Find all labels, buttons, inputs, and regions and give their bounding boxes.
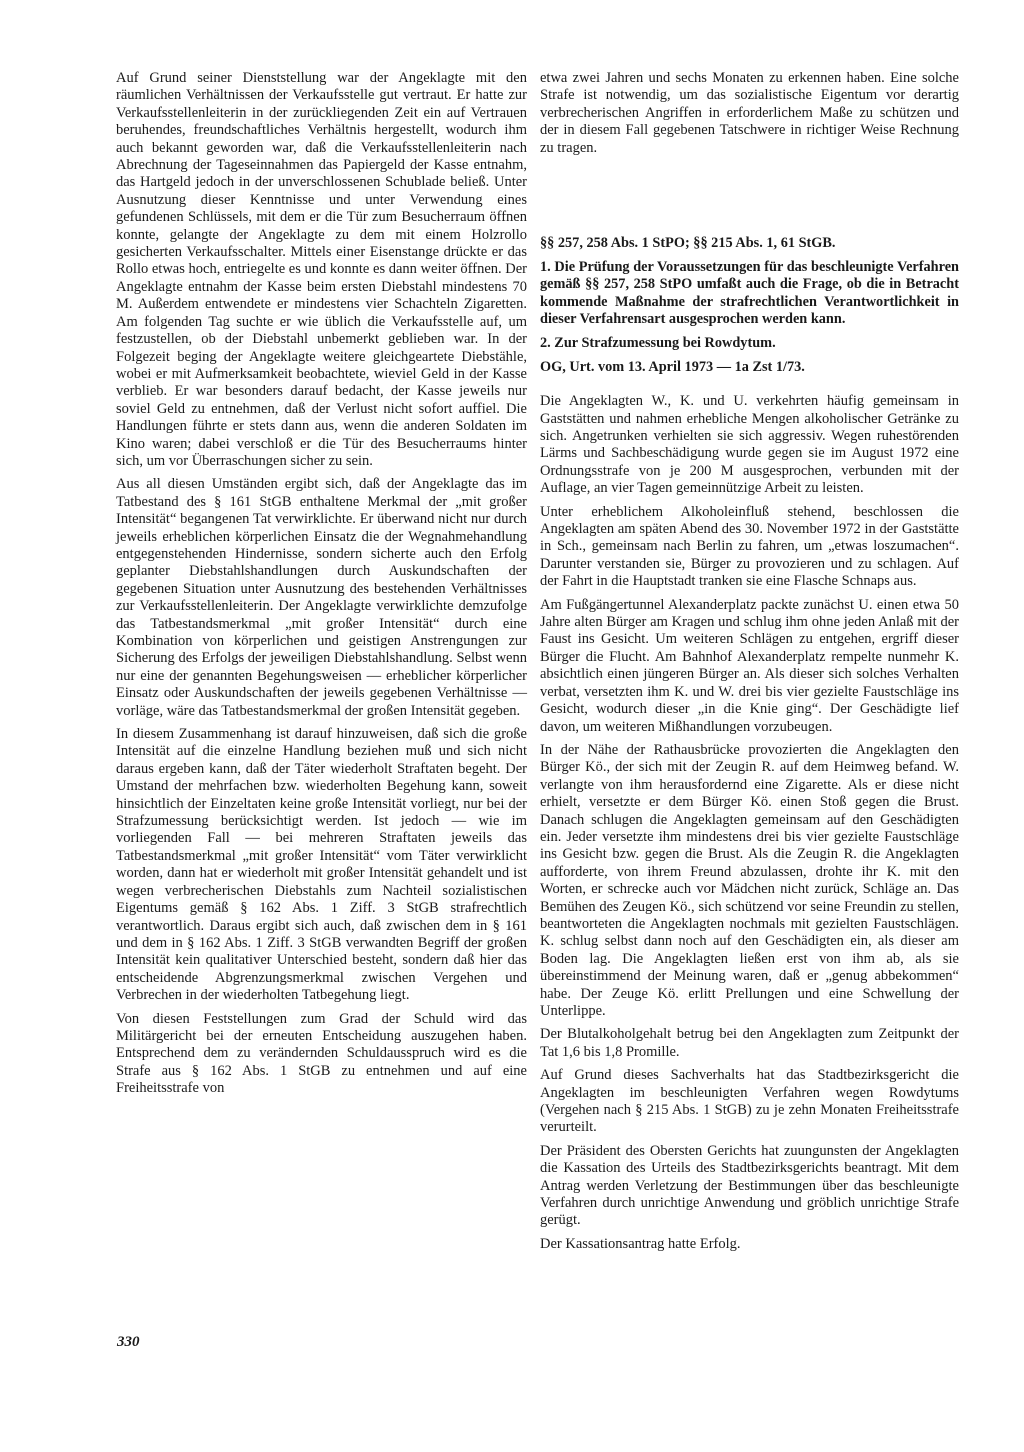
right-paragraph-8: Der Kassationsantrag hatte Erfolg.	[540, 1235, 741, 1252]
right-paragraph-4: In der Nähe der Rathausbrücke provozierten die Angeklagten den Bürger Kö., der sich mit der Zeugin R. auf dem Heimweg befand. W. verlangte von ihm herausfordernd eine Zigarette. Als er diese nicht erhielt, versetzte er dem Bürger Kö. einen Stoß gegen die Brust. Danach schlugen die Angeklagten gemeinsam auf den Geschädigten ein. Jeder versetzte ihm mindestens drei bis vier gezielte Faustschläge ins Gesicht bzw. gegen die Brust. Als die Zeugin R. die Angeklagten aufforderte, von ihrem Freund abzulassen, drohte ihr K. mit den Worten, er schrecke auch vor Mädchen nicht zurück, Schläge an. Das Bemühen des Zeugen Kö., sich schützend vor seine Freundin zu stellen, beantworteten die Angeklagten nochmals mit gezielten Faustschlägen. K. schlug selbst dann noch auf den Geschädigten ein, als dieser am Boden lag. Die Angeklagten ließen erst von ihm ab, als sie übereinstimmend der Meinung waren, daß er „genug abbekommen“ habe. Der Zeuge Kö. erlitt Prellungen und eine Schwellung der Unterlippe.	[540, 741, 959, 1019]
headnote-citation: §§ 257, 258 Abs. 1 StPO; §§ 215 Abs. 1, 61 StGB.	[540, 235, 836, 252]
right-paragraph-1: Die Angeklagten W., K. und U. verkehrten häufig gemeinsam in Gaststätten und nahmen erhebliche Mengen alkoholischer Getränke zu sich. Angetrunken verhielten sie sich aggressiv. Wegen ruhestörenden Lärms und Sachbeschädigung wurde gegen sie im August 1972 eine Ordnungsstrafe von je 200 M ausgesprochen, verbunden mit der Auflage, an vier Tagen gemeinnützige Arbeit zu leisten.	[540, 393, 959, 497]
right-paragraph-3: Am Fußgängertunnel Alexanderplatz packte zunächst U. einen etwa 50 Jahre alten Bürger am Kragen und schlug ihm ohne jeden Anlaß mit der Faust ins Gesicht. Um weiteren Schlägen zu entgehen, ergriff dieser Bürger die Flucht. Am Bahnhof Alexanderplatz rempelte nunmehr K. absichtlich einen jüngeren Bürger an. Als dieser sich solches Verhalten verbat, versetzten ihm K. und W. drei bis vier gezielte Faustschläge ins Gesicht, wodurch dieser „in die Knie ging“. Der Geschädigte lief davon, um weiteren Mißhandlungen vorzubeugen.	[540, 596, 959, 735]
left-column	[116, 70, 527, 1104]
right-column	[540, 70, 959, 1259]
page-number: 330	[117, 1334, 140, 1350]
left-paragraph-1: Auf Grund seiner Dienststellung war der Angeklagte mit den räumlichen Verhältnissen der Verkaufsstelle gut vertraut. Er hatte zur Verkaufsstellenleiterin in der zurückliegenden Zeit ein auf Vertrauen beruhendes, freundschaftliches Verhältnis hergestellt, wodurch ihm auch bekannt geworden war, daß die Verkaufsstellenleiterin nach Abrechnung der Tageseinnahmen das Papiergeld der Kasse entnahm, das Hartgeld jedoch in der unverschlossenen Schublade beließ. Unter Ausnutzung dieser Kenntnisse und unter Verwendung eines gefundenen Schlüssels, mit dem er die Tür zum Besucherraum öffnen konnte, gelangte der Angeklagte zu dem mit einem Holzrollo gesicherten Verkaufsschalter. Mittels einer Eisenstange drückte er das Rollo etwas hoch, entriegelte es und konnte es dann weiter öffnen. Der Angeklagte entnahm der Kasse beim ersten Diebstahl mindestens 70 M. Außerdem entwendete er mindestens vier Schachteln Zigaretten. Am folgenden Tag suchte er wie üblich die Verkaufsstelle auf, um festzustellen, ob der Diebstahl unbemerkt geblieben war. In der Folgezeit beging der Angeklagte weitere gleichgeartete Diebstähle, wobei er mit Aufmerksamkeit beobachtete, wieviel Geld in der Kasse verblieb. Er war besonders darauf bedacht, der Kasse jeweils nur soviel Geld zu entnehmen, daß der Verlust nicht sofort auffiel. Die Handlungen führte er stets dann aus, wenn die anderen Soldaten im Kino waren; dabei verschloß er die Tür des Besucherraums hinter sich, um vor Überraschungen sicher zu sein.	[116, 70, 527, 469]
case-headnote	[540, 235, 959, 376]
right-paragraph-2: Unter erheblichem Alkoholeinfluß stehend, beschlossen die Angeklagten am späten Abend des 30. November 1972 in der Gaststätte in Sch., gemeinsam nach Berlin zu fahren, um „etwas loszumachen“. Darunter verstanden sie, Bürger zu provozieren und zu schlagen. Auf der Fahrt in die Hauptstadt tranken sie eine Flasche Schnaps aus.	[540, 503, 959, 590]
headnote-court-reference: OG, Urt. vom 13. April 1973 — 1a Zst 1/73.	[540, 358, 805, 375]
left-paragraph-2: Aus all diesen Umständen ergibt sich, daß der Angeklagte das im Tatbestand des § 161 StGB enthaltene Merkmal der „mit großer Intensität“ begangenen Tat verwirklichte. Er überwand nicht nur durch jeweils erheblichen körperlichen Einsatz die der Wegnahmehandlung entgegenstehenden Hindernisse, sondern sicherte auch den Erfolg geplanter Diebstahlshandlungen durch Auskundschaften der gegebenen Situation unter Ausnutzung des bestehenden Verhältnisses zur Verkaufsstellenleiterin. Der Angeklagte verwirklichte demzufolge das Tatbestandsmerkmal „mit großer Intensität“ durch eine Kombination von körperlichen und geistigen Anstrengungen zur Sicherung des Erfolgs der jeweiligen Diebstahlshandlung. Selbst wenn nur eine der genannten Begehungsweisen — erheblicher körperlicher Einsatz oder Auskundschaften der jeweils gegebenen Verhältnisse — vorläge, wäre das Tatbestandsmerkmal der großen Intensität gegeben.	[116, 476, 527, 719]
right-intro-paragraph: etwa zwei Jahren und sechs Monaten zu erkennen haben. Eine solche Strafe ist notwendig, um das sozialistische Eigentum vor derartig verbrecherischen Angriffen in erforderlichem Maße zu schützen und der in diesem Fall gegebenen Tatschwere in richtiger Weise Rechnung zu tragen.	[540, 70, 959, 156]
right-paragraph-7: Der Präsident des Obersten Gerichts hat zuungunsten der Angeklagten die Kassation des Urteils des Stadtbezirksgerichts beantragt. Mit dem Antrag werden Verletzung der Bestimmungen über das beschleunigte Verfahren durch unrichtige Anwendung und gröblich unrichtige Strafe gerügt.	[540, 1142, 959, 1229]
headnote-point-2: 2. Zur Strafzumessung bei Rowdytum.	[540, 335, 776, 351]
left-paragraph-3: In diesem Zusammenhang ist darauf hinzuweisen, daß sich die große Intensität auf die einzelne Handlung beziehen muß und sich nicht daraus ergeben kann, daß der Täter wiederholt Straftaten begeht. Der Umstand der mehrfachen bzw. wiederholten Begehung kann, soweit hinsichtlich der Einzeltaten keine große Intensität vorliegt, nur bei der Strafzumessung berücksichtigt werden. Ist jedoch — wie im vorliegenden Fall — bei mehreren Straftaten jeweils das Tatbestandsmerkmal „mit großer Intensität“ vom Täter verwirklicht worden, dann hat er wiederholt mit großer Intensität gehandelt und ist wegen verbrecherischen Diebstahls zum Nachteil sozialistischen Eigentums gemäß § 162 Abs. 1 Ziff. 3 StGB strafrechtlich verantwortlich. Daraus ergibt sich auch, daß zwischen dem in § 161 und dem in § 162 Abs. 1 Ziff. 3 StGB verwandten Begriff der großen Intensität kein qualitativer Unterschied besteht, sondern daß hier das entscheidende Abgrenzungsmerkmal zwischen Vergehen und Verbrechen in der wiederholten Tatbegehung liegt.	[116, 726, 527, 1004]
right-paragraph-6: Auf Grund dieses Sachverhalts hat das Stadtbezirksgericht die Angeklagten im beschleunigten Verfahren wegen Rowdytums (Vergehen nach § 215 Abs. 1 StGB) zu je zehn Monaten Freiheitsstrafe verurteilt.	[540, 1067, 959, 1136]
headnote-point-1: 1. Die Prüfung der Voraussetzungen für das beschleunigte Verfahren gemäß §§ 257, 258 StPO umfaßt auch die Frage, ob die in Betracht kommende Maßnahme der strafrechtlichen Verantwortlichkeit in dieser Verfahrensart ausgesprochen werden kann.	[540, 258, 959, 328]
left-paragraph-4: Von diesen Feststellungen zum Grad der Schuld wird das Militärgericht bei der erneuten Entscheidung auszugehen haben. Entsprechend dem zu verändernden Schuldausspruch wird es die Strafe aus § 162 Abs. 1 StGB zu entnehmen und auf eine Freiheitsstrafe von	[116, 1010, 527, 1097]
right-paragraph-5: Der Blutalkoholgehalt betrug bei den Angeklagten zum Zeitpunkt der Tat 1,6 bis 1,8 Promille.	[540, 1026, 959, 1060]
